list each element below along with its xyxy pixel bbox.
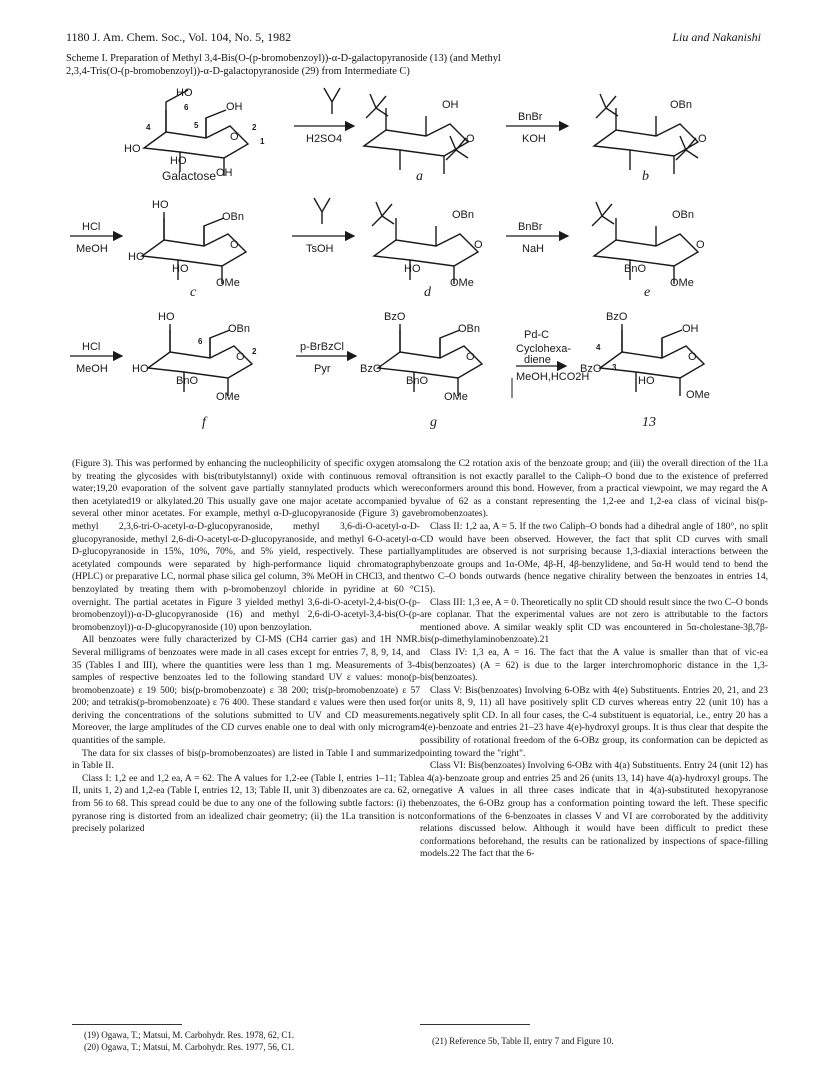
reaction-arrow-8 — [512, 329, 589, 398]
g-ome: OMe — [444, 391, 468, 403]
right-column — [420, 458, 768, 861]
footnote-20: (20) Ogawa, T.; Matsui, M. Carbohydr. Res. 1977, 56, C1. — [84, 1042, 295, 1052]
structure-f — [132, 311, 257, 430]
f-pos-2: 2 — [252, 347, 257, 356]
g-label: g — [430, 415, 437, 430]
galactose-oh-c6: OH — [226, 101, 243, 113]
d-label: d — [424, 285, 431, 300]
reaction-arrow-2 — [506, 111, 568, 145]
b-obn: OBn — [670, 99, 693, 111]
right-paragraph-4: Class IV: 1,3 ea, A = 16. The fact that the A value is smaller than that of vic-ea bis(benzoates) (A = 62) is due to the larger interchromophoric distance in the 1,3-bis(benzoates). — [420, 646, 768, 684]
c-ho-top: HO — [152, 199, 169, 211]
synthesis-scheme — [66, 82, 766, 450]
f-obn: OBn — [228, 323, 251, 335]
reagent-meoh-hco2h: MeOH,HCO2H — [516, 371, 590, 383]
structure-e — [592, 202, 705, 300]
reagent-meoh-2: MeOH — [76, 363, 108, 375]
reagent-hcl-1: HCl — [82, 221, 101, 233]
f-ome: OMe — [216, 391, 240, 403]
structure-g — [360, 311, 482, 430]
reagent-diene: diene — [524, 354, 551, 366]
e-obn: OBn — [672, 209, 695, 221]
g-bzo-top: BzO — [384, 311, 406, 323]
p13-ring-o: O — [688, 351, 697, 363]
reagent-koh: KOH — [522, 133, 546, 145]
d-obn: OBn — [452, 209, 475, 221]
right-paragraph-5: Class V: Bis(benzoates) Involving 6-OBz with 4(e) Substituents. Entries 20, 21, and 23 (or units 8, 9, 11) all have positively split CD curves whereas entry 22 (unit 10) has a negatively split CD. In all four cases, the C-4 substituent is equatorial, i.e., entry 20 has a 4(e)-benzoate and entries 21–23 have 4(e)-hydroxyl groups. It is thus clear that despite the possibility of rotational freedom of the 6-OBz group, its conformation can be depicted as pointing toward the "right". — [420, 684, 768, 759]
structure-d — [372, 202, 483, 300]
reaction-arrow-4 — [292, 198, 354, 255]
reagent-nah: NaH — [522, 243, 545, 255]
d-ome: OMe — [450, 277, 474, 289]
e-bno: BnO — [624, 263, 647, 275]
p13-pos-3: 3 — [612, 363, 617, 372]
c-label: c — [190, 285, 197, 300]
structure-galactose — [124, 87, 265, 183]
galactose-ring-o: O — [230, 131, 239, 143]
galactose-pos-4: 4 — [146, 123, 151, 132]
left-paragraph-1: (Figure 3). This was performed by enhancing the nucleophilicity of specific oxygen atoms by treating the glycosides with bis(tributylstannyl) oxide with continuous removal of water;19,20 evaporation of the solvent gave partially stannylated products which were then acetylated19 or alkylated.20 This usually gave one major acetate accompanied by several other minor acetates. For example, methyl α-D-glucopyranoside (Figure 3) gave methyl 2,3,6-tri-O-acetyl-α-D-glucopyranoside, methyl 3,6-di-O-acetyl-α-D-glucopyranoside, methyl 2,6-di-O-acetyl-α-D-glucopyranoside, and methyl 6-O-acetyl-α-D-glucopyranoside in 15%, 10%, 70%, and 5% yield, respectively. These partially acetylated compounds were separated by high-performance liquid chromatography (HPLC) or preparative LC, normal phase silica gel column, 3% MeOH in CHCl3, and then benzoylated by treating them with p-bromobenzoyl chloride in pyridine at 60 °C overnight. The partial acetates in Figure 3 yielded methyl 3,6-di-O-acetyl-2,4-bis(O-(p-bromobenzoyl))-α-D-glucopyranoside (16) and methyl 2,6-di-O-acetyl-3,4-bis(O-(p-bromobenzoyl))-α-D-glucopyranoside (10) upon benzoylation. — [72, 458, 420, 633]
reagent-hcl-2: HCl — [82, 341, 101, 353]
galactose-oh-anomeric: OH — [216, 167, 233, 179]
reaction-arrow-6 — [70, 341, 122, 375]
d-ring-o: O — [474, 239, 483, 251]
right-paragraph-2: Class II: 1,2 aa, A = 5. If the two Caliph–O bonds had a dihedral angle of 180°, no split CD would have been observed. However, the fact that split CD curves with small amplitudes are observed is not surprising because 1,3-diaxial interactions between the benzoate groups and 1α-OMe, 4β-H, 4β-benzylidene, and 5α-H would tend to bend the two C–O bonds outwards (hence negative chirality between the benzoates in entries 14, 15). — [420, 520, 768, 595]
reaction-arrow-1 — [294, 88, 354, 145]
structure-a — [364, 94, 475, 184]
reagent-h2so4: H2SO4 — [306, 133, 343, 145]
f-label: f — [202, 415, 206, 430]
galactose-pos-2: 2 — [252, 123, 257, 132]
right-paragraph-3: Class III: 1,3 ee, A = 0. Theoretically no split CD should result since the two C–O bonds are coplanar. That the experimental values are not zero is attributable to the factors mentioned above. A similar weakly split CD was encountered in 5α-cholestane-3β,7β-bis(p-dimethylaminobenzoate).21 — [420, 596, 768, 646]
f-bno: BnO — [176, 375, 199, 387]
scheme-caption-line-2: 2,3,4-Tris(O-(p-bromobenzoyl))-α-D-galactopyranoside (29) from Intermediate C) — [66, 66, 410, 77]
running-header-right: Liu and Nakanishi — [672, 30, 761, 44]
reagent-bnbr-2: BnBr — [518, 221, 543, 233]
footnote-19: (19) Ogawa, T.; Matsui, M. Carbohydr. Res. 1978, 62, C1. — [84, 1030, 295, 1040]
right-paragraph-6: Class VI: Bis(benzoates) Involving 6-OBz with 4(a) Substituents. Entry 24 (unit 12) has a 4(a)-benzoate group and entries 25 and 26 (units 13, 14) have 4(a)-hydroxyl groups. The negative A values in all three cases indicate that in 4(a)-substituted hexopyranose benzoates, the 6-OBz group has a conformation pointing toward the left. These specific conformations of the 6-benzoates in classes V and VI are corroborated by the additivity relations discussed below. Although it would have been difficult to predict these conformations beforehand, the results can be rationalized by inspections of space-filling models.22 The fact that the 6- — [420, 760, 768, 860]
galactose-pos-6: 6 — [184, 103, 189, 112]
galactose-ho-left: HO — [124, 143, 141, 155]
p13-pos-4: 4 — [596, 343, 601, 352]
b-label: b — [642, 169, 649, 184]
g-bno: BnO — [406, 375, 429, 387]
f-ho-left: HO — [132, 363, 149, 375]
scheme-caption — [66, 52, 766, 78]
galactose-name: Galactose — [162, 169, 217, 183]
reagent-cyclohexa: Cyclohexa- — [516, 343, 572, 355]
scheme-caption-line-1: Scheme I. Preparation of Methyl 3,4-Bis(O-(p-bromobenzoyl))-α-D-galactopyranoside (13) (and Methyl — [66, 53, 501, 64]
a-ring-o: O — [466, 133, 475, 145]
a-label: a — [416, 169, 423, 184]
f-ho-top: HO — [158, 311, 175, 323]
e-label: e — [644, 285, 651, 300]
f-pos-6: 6 — [198, 337, 203, 346]
left-paragraph-4: Class I: 1,2 ee and 1,2 ea, A = 62. The A values for 1,2-ee (Table I, entries 1–11; Table II, units 1, 2) and 1,2-ea (Table I, entries 12, 13; Table II, unit 3) dibenzoates are ca. 62, or from 56 to 68. This spread could be due to any one of the following subtle factors: (i) the pyranose ring is distorted from an idealized chair geometry; (ii) the 1La transition is not precisely polarized — [72, 772, 420, 835]
g-bzo-left: BzO — [360, 363, 382, 375]
reagent-pyr: Pyr — [314, 363, 331, 375]
reaction-arrow-3 — [70, 221, 122, 255]
left-paragraph-2: All benzoates were fully characterized by CI-MS (CH4 carrier gas) and 1H NMR. Several milligrams of benzoates were made in all cases except for entries 7, 8, 9, 14, and 35 (Tables I and III), where the quantities were less than 1 mg. Measurements of 3-4 samples of respective benzoates led to the following standard UV ε values: mono(p-bromobenzoate) ε 19 500; bis(p-bromobenzoate) ε 38 200; tris(p-bromobenzoate) ε 57 200; and tetrakis(p-bromobenzoate) ε 76 400. These standard ε values were then used for deriving the concentrations of the solutions submitted to UV and CD measurements. Moreover, the large amplitudes of the CD curves enable one to deal with only microgram quantities of the sample. — [72, 634, 420, 747]
reaction-arrow-5 — [506, 221, 568, 255]
p13-oh: OH — [682, 323, 699, 335]
p13-ome: OMe — [686, 389, 710, 401]
reagent-tsoh: TsOH — [306, 243, 334, 255]
structure-c — [128, 199, 246, 300]
reagent-bnbr-1: BnBr — [518, 111, 543, 123]
e-ring-o: O — [696, 239, 705, 251]
a-oh: OH — [442, 99, 459, 111]
g-obn: OBn — [458, 323, 481, 335]
g-ring-o: O — [466, 351, 475, 363]
running-header-left: 1180 J. Am. Chem. Soc., Vol. 104, No. 5, 1982 — [66, 30, 292, 44]
footnote-rule-left — [72, 1024, 182, 1025]
p13-label: 13 — [642, 415, 656, 430]
reagent-p-brbzcl: p-BrBzCl — [300, 341, 345, 353]
right-paragraph-1: along the C2 rotation axis of the benzoate group; and (iii) the overall direction of the 1La transition is not exactly parallel to the Caliph–O bond due to the existence of preferred conformers around this bond. However, from a practical viewpoint, we may regard the A value of 62 as a constant representing the 1,2-ee and 1,2-ea class of vicinal bis(p-bromobenzoates). — [420, 458, 768, 520]
left-paragraph-3: The data for six classes of bis(p-bromobenzoates) are listed in Table I and summarized in Table II. — [72, 747, 420, 772]
reaction-arrow-7 — [296, 341, 356, 375]
c-ring-o: O — [230, 239, 239, 251]
galactose-pos-5: 5 — [194, 121, 199, 130]
p13-bzo-top: BzO — [606, 311, 628, 323]
left-column — [72, 458, 420, 836]
p13-bzo-left: BzO — [580, 363, 602, 375]
galactose-pos-1: 1 — [260, 137, 265, 146]
structure-b — [594, 94, 707, 184]
reagent-meoh-1: MeOH — [76, 243, 108, 255]
footnote-rule-right — [420, 1024, 530, 1025]
structure-13 — [580, 311, 710, 430]
c-ho-left: HO — [128, 251, 145, 263]
e-ome: OMe — [670, 277, 694, 289]
c-obn: OBn — [222, 211, 245, 223]
c-ho-bottom: HO — [172, 263, 189, 275]
p13-ho: HO — [638, 375, 655, 387]
footnote-21: (21) Reference 5b, Table II, entry 7 and Figure 10. — [432, 1036, 614, 1046]
d-ho: HO — [404, 263, 421, 275]
galactose-ho-bottom: HO — [170, 155, 187, 167]
c-ome: OMe — [216, 277, 240, 289]
f-ring-o: O — [236, 351, 245, 363]
galactose-ho-top: HO — [176, 87, 193, 99]
b-ring-o: O — [698, 133, 707, 145]
reagent-pd-c: Pd-C — [524, 329, 550, 341]
